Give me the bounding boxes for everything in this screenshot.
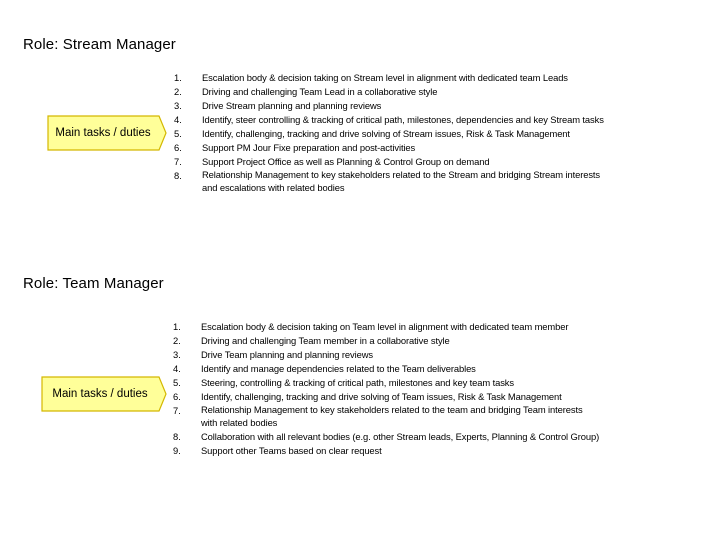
tag-label: Main tasks / duties bbox=[55, 127, 151, 139]
duty-text: Relationship Management to key stakeholders related to the team and bridging Team interests with related bodies bbox=[201, 404, 583, 428]
stream-duties-list bbox=[174, 71, 604, 195]
duty-text: Support PM Jour Fixe preparation and post-activities bbox=[202, 142, 416, 153]
duty-item bbox=[173, 376, 599, 390]
duty-text: Identify, challenging, tracking and drive solving of Stream issues, Risk & Task Management bbox=[202, 128, 570, 139]
duty-text: Driving and challenging Team member in a collaborative style bbox=[201, 335, 450, 346]
duty-text: Collaboration with all relevant bodies (e.g. other Stream leads, Experts, Planning & Control Group) bbox=[201, 430, 600, 442]
team-manager-title: Role: Team Manager bbox=[23, 275, 164, 292]
duty-text: Escalation body & decision taking on Stream level in alignment with dedicated team Leads bbox=[202, 72, 568, 83]
duty-number: 6. bbox=[173, 391, 181, 402]
duty-item bbox=[173, 444, 599, 458]
duty-number: 2. bbox=[174, 86, 182, 97]
duty-number: 7. bbox=[173, 405, 181, 416]
duty-item bbox=[174, 85, 604, 99]
duty-number: 8. bbox=[173, 430, 181, 442]
duty-text: Identify, steer controlling & tracking of critical path, milestones, dependencies and key Stream tasks bbox=[202, 114, 604, 125]
tag-label: Main tasks / duties bbox=[52, 388, 148, 400]
duty-text: Driving and challenging Team Lead in a collaborative style bbox=[202, 86, 438, 97]
duty-item bbox=[173, 348, 599, 362]
duty-item bbox=[173, 404, 599, 430]
duty-number: 9. bbox=[173, 444, 181, 456]
duty-number: 8. bbox=[174, 170, 182, 181]
duty-item bbox=[174, 127, 604, 141]
duty-item bbox=[174, 169, 604, 195]
duty-text: Support Project Office as well as Planning & Control Group on demand bbox=[202, 156, 490, 167]
duty-item bbox=[174, 99, 604, 113]
duty-item bbox=[173, 430, 599, 444]
duty-number: 3. bbox=[173, 349, 181, 360]
duty-item bbox=[173, 390, 599, 404]
duty-number: 5. bbox=[174, 128, 182, 139]
duty-number: 4. bbox=[173, 363, 181, 374]
duty-text: Drive Team planning and planning reviews bbox=[201, 349, 373, 360]
team-main-tasks-tag bbox=[41, 376, 162, 412]
duty-number: 3. bbox=[174, 100, 182, 111]
duty-number: 7. bbox=[174, 156, 182, 167]
duty-item bbox=[173, 362, 599, 376]
duty-number: 4. bbox=[174, 114, 182, 125]
duty-text: Drive Stream planning and planning reviews bbox=[202, 100, 382, 111]
duty-number: 1. bbox=[173, 321, 181, 332]
duty-item bbox=[173, 334, 599, 348]
duty-item bbox=[174, 113, 604, 127]
duty-text: Identify and manage dependencies related to the Team deliverables bbox=[201, 363, 476, 374]
duty-item bbox=[174, 71, 604, 85]
duty-number: 6. bbox=[174, 142, 182, 153]
duty-number: 2. bbox=[173, 335, 181, 346]
duty-text: Relationship Management to key stakeholders related to the Stream and bridging Stream interests and escalations with related bodies bbox=[202, 169, 601, 193]
duty-text: Support other Teams based on clear request bbox=[201, 444, 382, 456]
duty-item bbox=[174, 155, 604, 169]
duty-number: 1. bbox=[174, 72, 182, 83]
stream-manager-title: Role: Stream Manager bbox=[23, 36, 176, 53]
duty-text: Steering, controlling & tracking of critical path, milestones and key team tasks bbox=[201, 377, 514, 388]
duty-item bbox=[174, 141, 604, 155]
stream-main-tasks-tag bbox=[47, 115, 168, 151]
duty-number: 5. bbox=[173, 377, 181, 388]
duty-text: Identify, challenging, tracking and drive solving of Team issues, Risk & Task Management bbox=[201, 391, 562, 402]
duty-text: Escalation body & decision taking on Team level in alignment with dedicated team member bbox=[201, 321, 569, 332]
duty-item bbox=[173, 320, 599, 334]
team-duties-list bbox=[173, 320, 599, 458]
